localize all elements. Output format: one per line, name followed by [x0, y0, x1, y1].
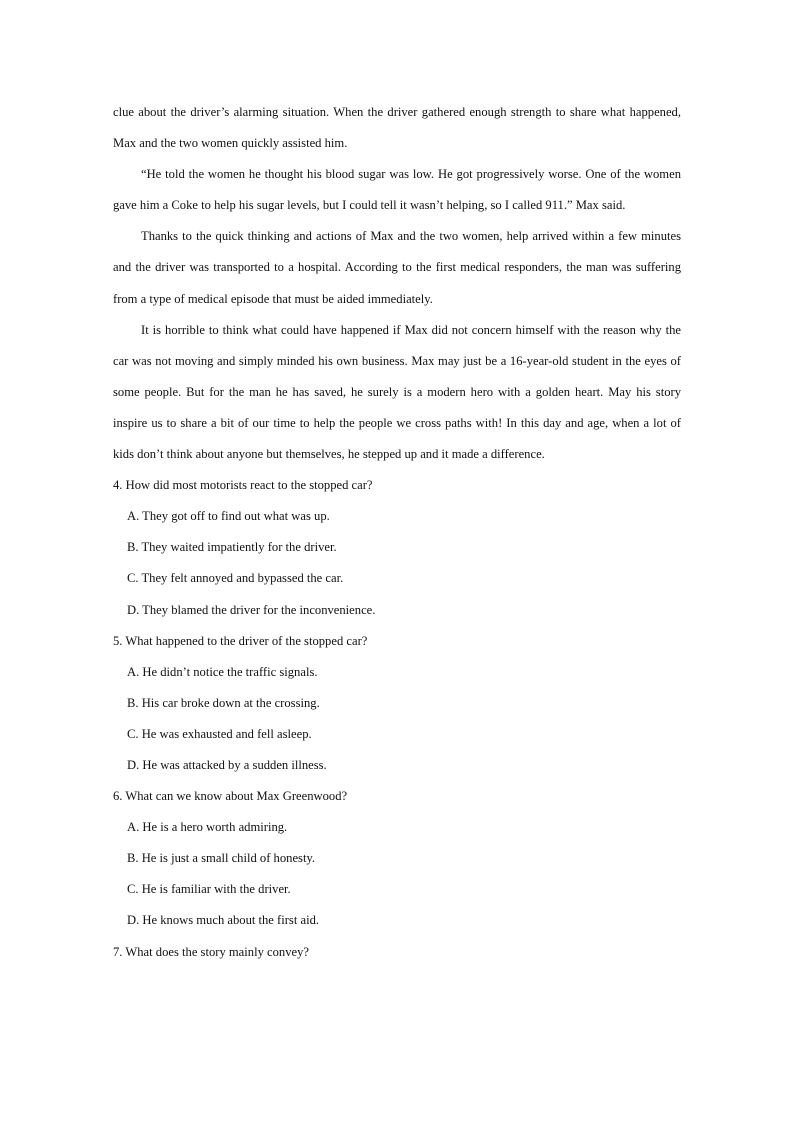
- answer-option: D. He was attacked by a sudden illness.: [127, 757, 327, 772]
- question-7: [113, 937, 681, 968]
- answer-option: A. He didn’t notice the traffic signals.: [127, 664, 318, 679]
- answer-option: B. His car broke down at the crossing.: [127, 695, 320, 710]
- question-5: [113, 626, 681, 781]
- question-6: [113, 781, 681, 936]
- answer-option: B. They waited impatiently for the driver.: [127, 540, 337, 555]
- answer-option: B. He is just a small child of honesty.: [127, 851, 316, 866]
- answer-option: D. He knows much about the first aid.: [127, 913, 320, 928]
- answer-option: A. He is a hero worth admiring.: [127, 820, 288, 835]
- document-page: [113, 97, 681, 968]
- answer-option: C. He is familiar with the driver.: [127, 882, 291, 897]
- answer-option: D. They blamed the driver for the inconvenience.: [127, 602, 376, 617]
- question-text: 5. What happened to the driver of the stopped car?: [113, 633, 368, 648]
- question-text: 6. What can we know about Max Greenwood?: [113, 789, 348, 804]
- question-text: 4. How did most motorists react to the stopped car?: [113, 478, 373, 493]
- answer-option: C. He was exhausted and fell asleep.: [127, 726, 312, 741]
- answer-option: C. They felt annoyed and bypassed the car.: [127, 571, 344, 586]
- passage-paragraph: “He told the women he thought his blood sugar was low. He got progressively worse. One of the women gave him a Coke to help his sugar levels, but I could tell it wasn’t helping, so I called 911.” Max said.: [113, 167, 681, 213]
- question-text: 7. What does the story mainly convey?: [113, 944, 309, 959]
- passage-paragraph: Thanks to the quick thinking and actions of Max and the two women, help arrived within a few minutes and the driver was transported to a hospital. According to the first medical responders, the man was suffering from a type of medical episode that must be aided immediately.: [113, 229, 681, 306]
- passage-paragraph: clue about the driver’s alarming situation. When the driver gathered enough strength to share what happened, Max and the two women quickly assisted him.: [113, 105, 681, 151]
- question-4: [113, 470, 681, 625]
- passage-paragraph: It is horrible to think what could have happened if Max did not concern himself with the reason why the car was not moving and simply minded his own business. Max may just be a 16-year-old student in the eyes of some people. But for the man he has saved, he surely is a modern hero with a golden heart. May his story inspire us to share a bit of our time to help the people we cross paths with! In this day and age, when a lot of kids don’t think about anyone but themselves, he stepped up and it made a difference.: [113, 322, 681, 462]
- answer-option: A. They got off to find out what was up.: [127, 509, 330, 524]
- passage: [113, 97, 681, 470]
